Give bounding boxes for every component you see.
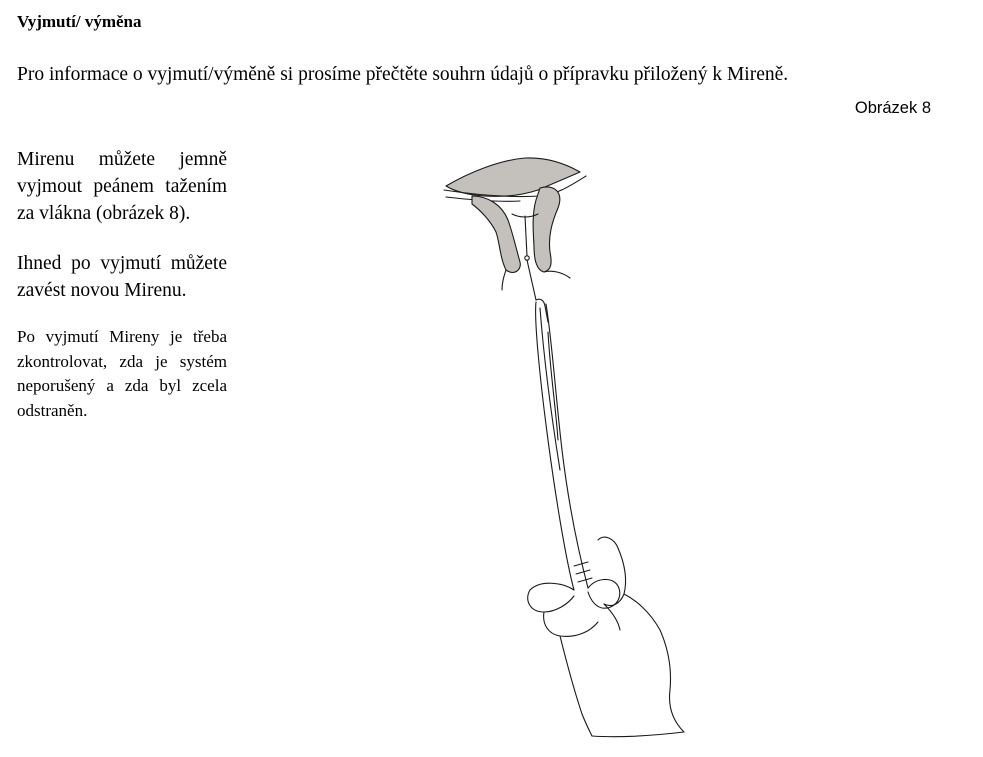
- removal-illustration: [430, 150, 690, 740]
- forceps-ratchet: [574, 562, 592, 582]
- forceps-blade-right: [546, 304, 588, 588]
- hand-palm: [624, 594, 684, 732]
- forceps-ring-left: [528, 583, 574, 612]
- forceps-drawing: [528, 299, 620, 612]
- forceps-blade-left: [536, 302, 574, 590]
- index-finger: [544, 612, 598, 636]
- integrity-check-note: Po vyjmutí Mireny je třeba zkontrolovat, zda je systém neporušený a zda byl zcela odstraněn.: [17, 327, 227, 420]
- removal-instruction: Mirenu můžete jemně vyjmout peánem tažením za vlákna (obrázek 8).: [17, 149, 227, 224]
- uterus-drawing: [444, 158, 586, 300]
- section-heading: Vyjmutí/ výměna: [17, 12, 142, 31]
- intro-text: Pro informace o vyjmutí/výměně si prosíme přečtěte souhrn údajů o přípravku přiložený k Mireně.: [17, 64, 789, 85]
- uterine-wall-left: [472, 196, 520, 272]
- hand-drawing: [544, 537, 684, 737]
- forceps-jaw: [536, 299, 548, 322]
- figure-caption: Obrázek 8: [854, 99, 931, 117]
- hand-palm-edge: [560, 636, 592, 736]
- instructions-column: [17, 146, 227, 423]
- thumb: [598, 537, 626, 605]
- iud-threads: [527, 260, 536, 300]
- uterine-wall-right: [533, 187, 560, 272]
- cervix-outline: [544, 271, 570, 278]
- wrist-line: [592, 732, 684, 737]
- cervix-outline: [502, 270, 506, 290]
- iud-stem: [525, 216, 527, 256]
- replacement-instruction: Ihned po vyjmutí můžete zavést novou Mirenu.: [17, 253, 227, 301]
